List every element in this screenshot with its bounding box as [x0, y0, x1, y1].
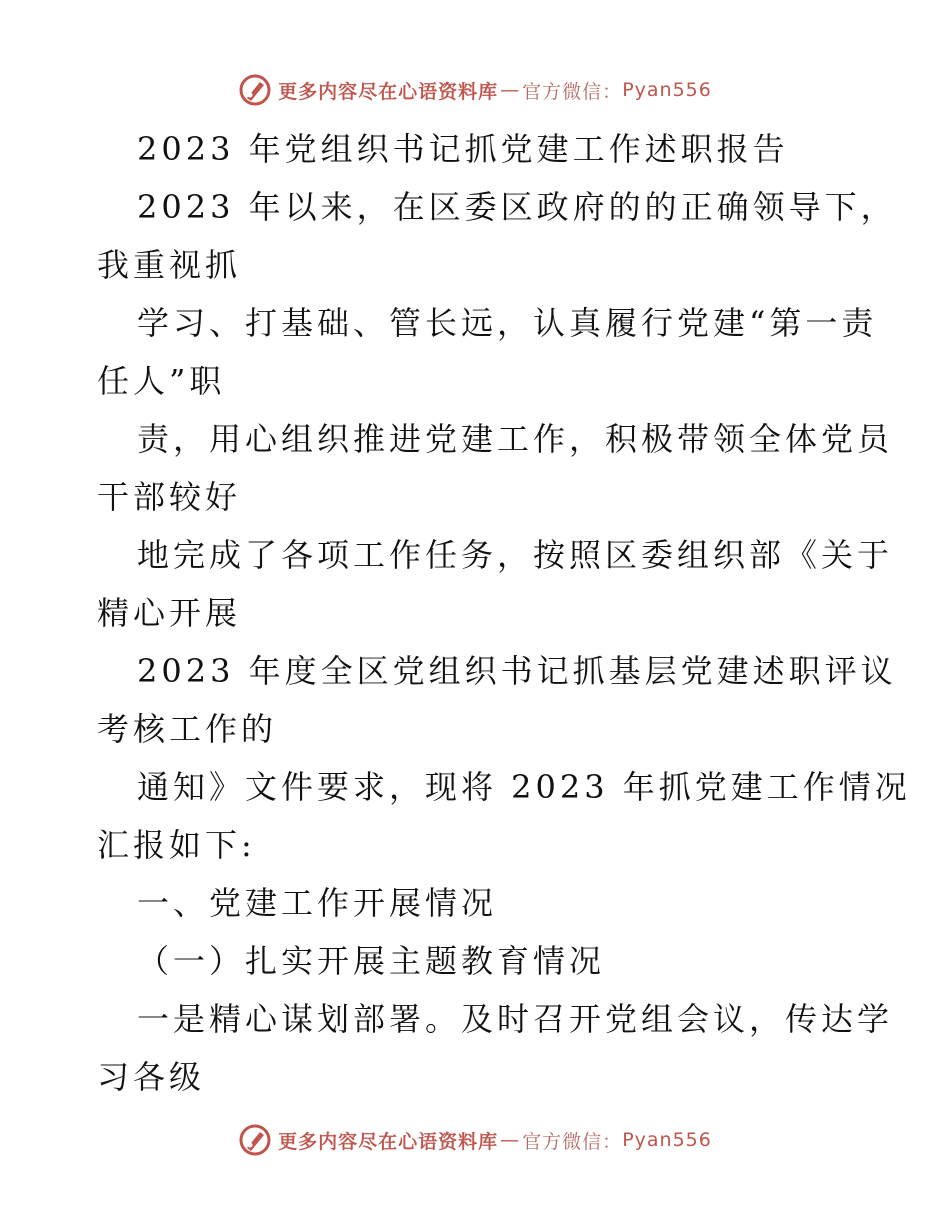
banner-wechat-label: 官方微信：: [522, 1130, 623, 1153]
banner-main-text: 更多内容尽在心语资料库: [278, 80, 499, 103]
document-text-line: 2023 年党组织书记抓党建工作述职报告: [137, 130, 789, 168]
document-text-line: 2023 年以来，在区委区政府的的正确领导下，: [137, 188, 897, 226]
pen-logo-icon: [238, 1123, 272, 1157]
document-text-line: 学习、打基础、管长远，认真履行党建“第一责: [137, 304, 878, 342]
header-watermark-banner: [0, 70, 950, 110]
banner-wechat-label: 官方微信：: [522, 80, 623, 103]
pen-logo-icon: [238, 73, 272, 107]
document-text-line: 我重视抓: [97, 246, 242, 284]
document-text-line: 精心开展: [97, 594, 242, 632]
document-text-line: 考核工作的: [97, 710, 278, 748]
banner-wechat-id: Pyan556: [622, 79, 712, 101]
document-text-line: 2023 年度全区党组织书记抓基层党建述职评议: [137, 652, 897, 690]
footer-watermark-banner: [0, 1120, 950, 1160]
banner-dash: —: [500, 79, 521, 101]
document-text-line: 干部较好: [97, 478, 242, 516]
document-text-line: 汇报如下:: [97, 826, 256, 864]
banner-wechat-id: Pyan556: [622, 1129, 712, 1151]
document-text-line: 一、党建工作开展情况: [137, 884, 498, 922]
document-text-line: 通知》文件要求，现将 2023 年抓党建工作情况: [137, 768, 911, 806]
document-text-line: 责，用心组织推进党建工作，积极带领全体党员: [137, 420, 894, 458]
document-text-line: （一）扎实开展主题教育情况: [137, 942, 606, 980]
document-text-line: 地完成了各项工作任务，按照区委组织部《关于: [137, 536, 894, 574]
banner-main-text: 更多内容尽在心语资料库: [278, 1130, 499, 1153]
document-body: [97, 120, 911, 1106]
document-text-line: 习各级: [97, 1058, 206, 1096]
document-text-line: 一是精心谋划部署。及时召开党组会议，传达学: [137, 1000, 894, 1038]
document-text-line: 任人”职: [97, 362, 226, 400]
banner-dash: —: [500, 1129, 521, 1151]
